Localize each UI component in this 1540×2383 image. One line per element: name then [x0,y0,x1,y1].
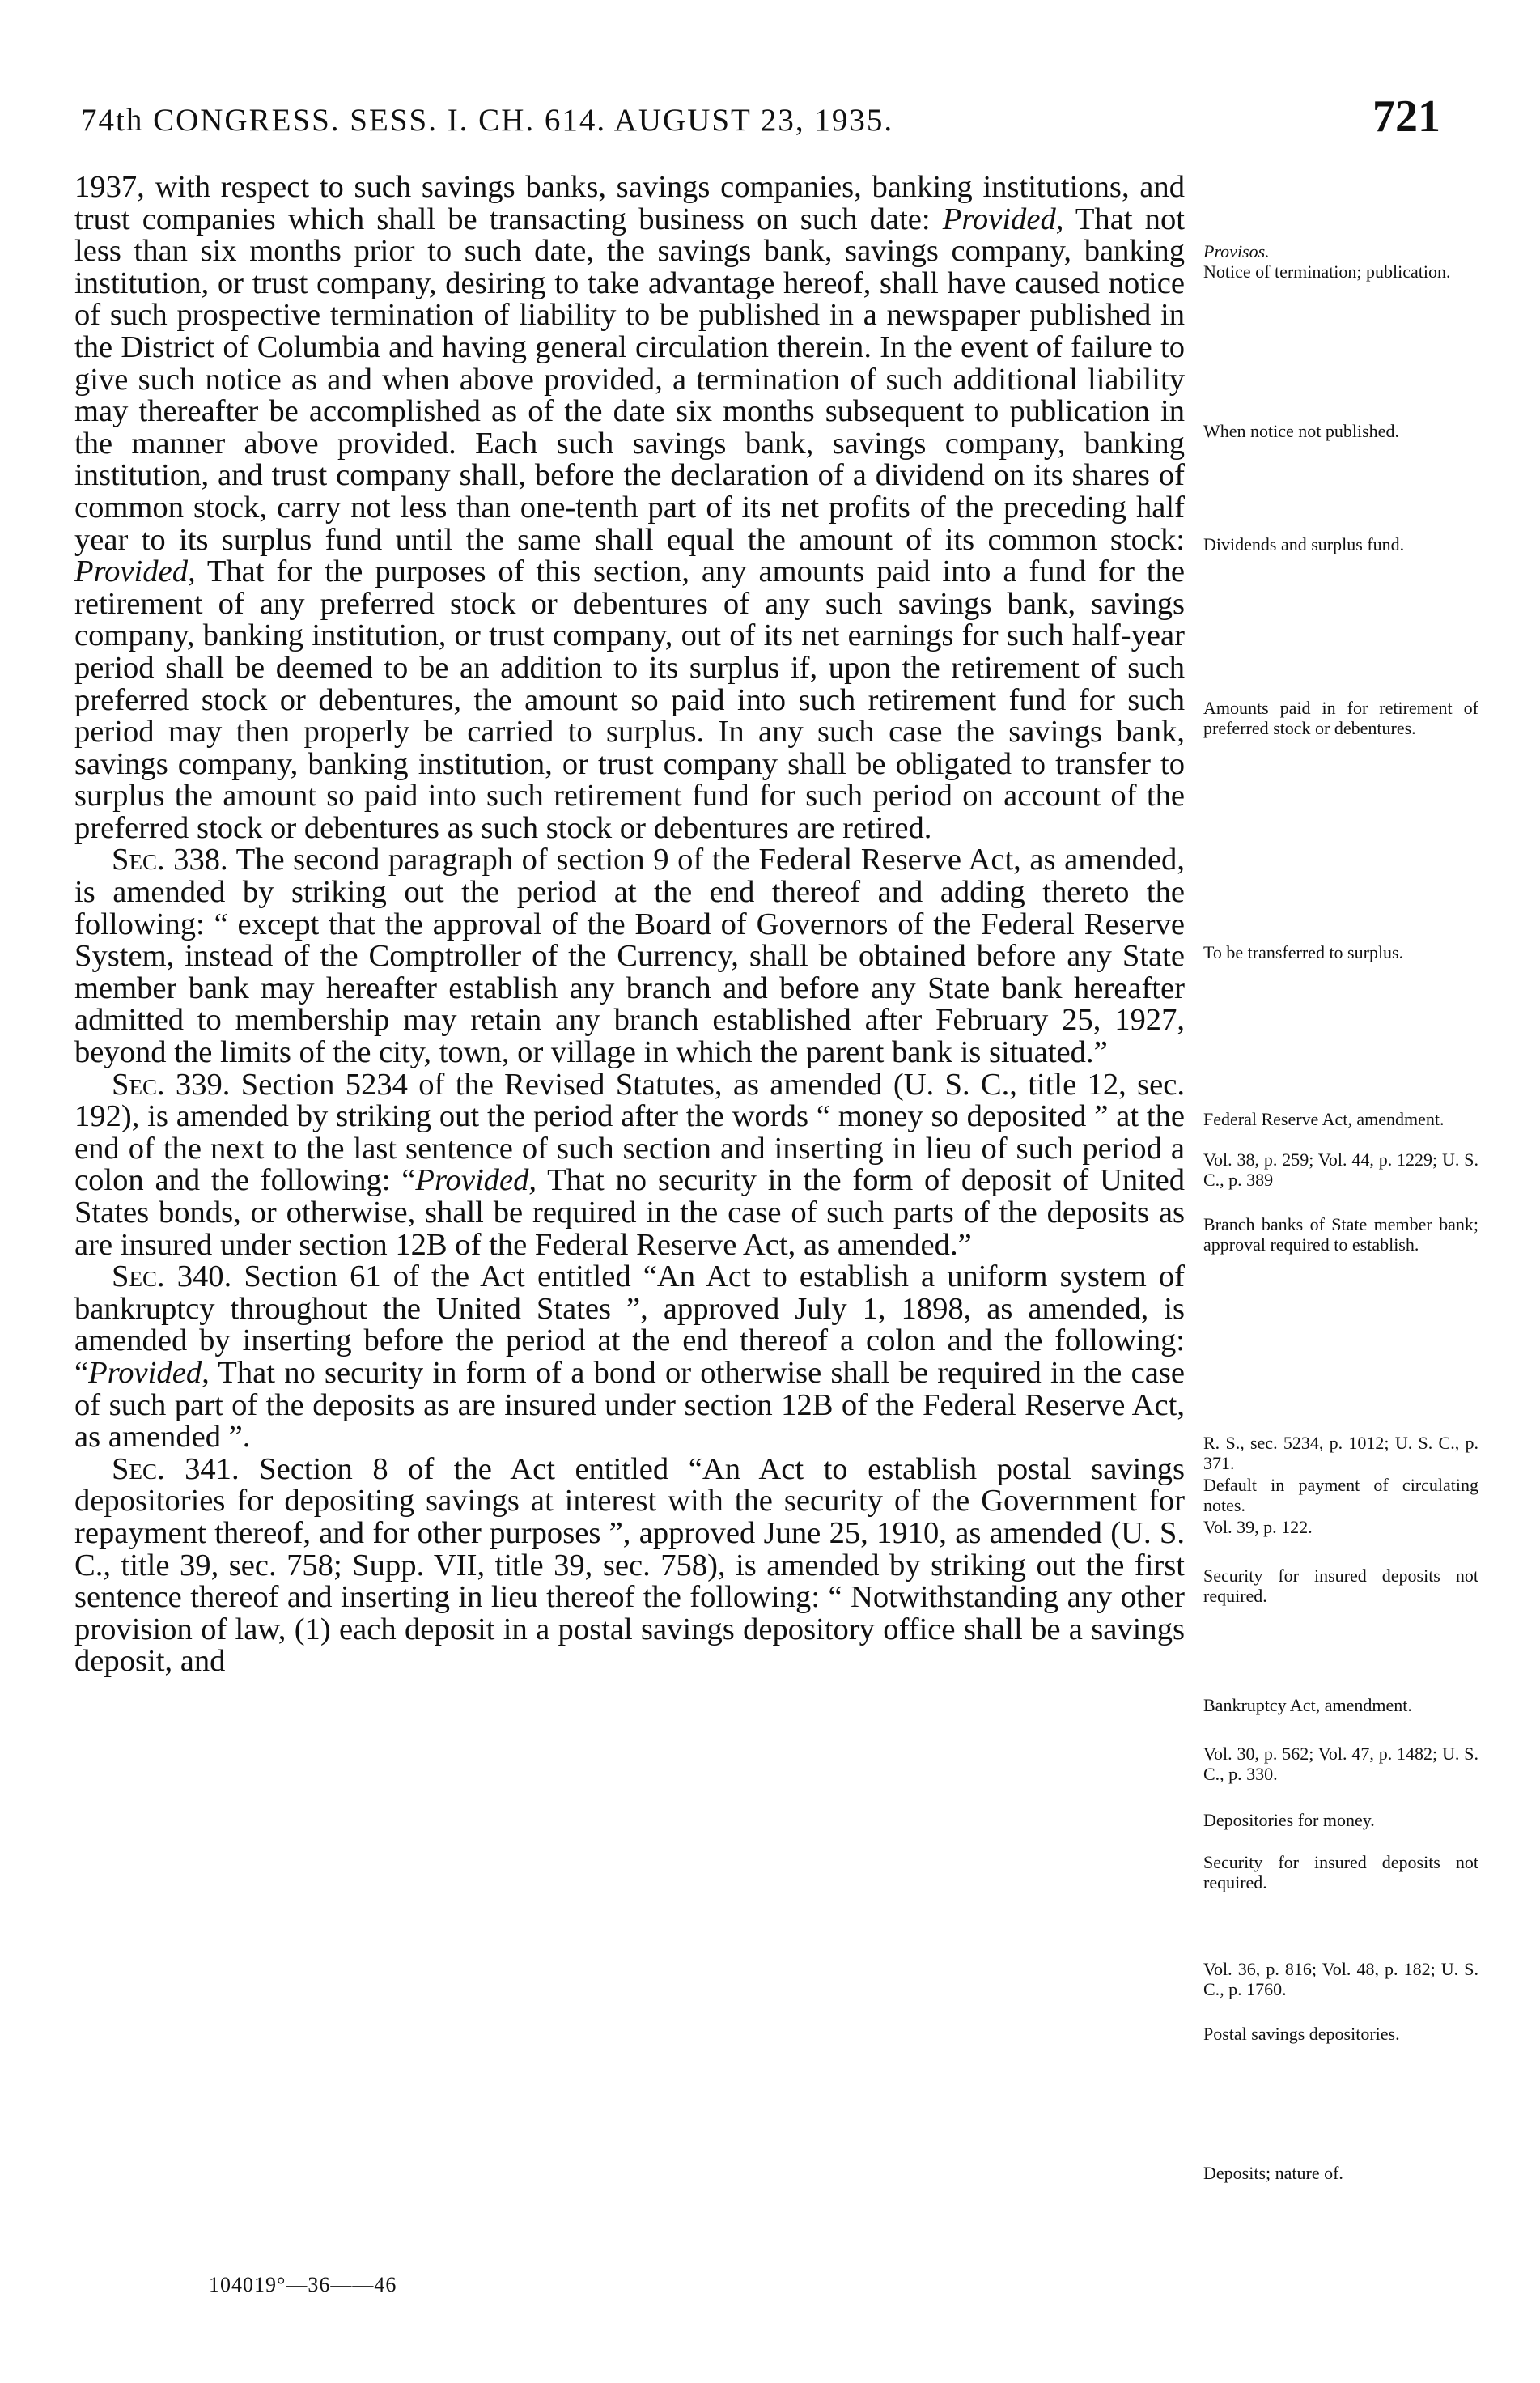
statute-body [74,172,1185,1678]
margin-note-postal-vol: Vol. 36, p. 816; Vol. 48, p. 182; U. S. C., p. 1760. [1203,1959,1478,1999]
provisos-label: Provisos. [1203,241,1270,261]
paragraph-continuation [74,172,1185,844]
section-339 [74,1069,1185,1262]
margin-note-vol39: Vol. 39, p. 122. [1203,1517,1313,1537]
section-text: That no security in form of a bond or otherwise shall be required in the case of such part of the deposits as are insured under section 12B of the Federal Reserve Act, as amended ”. [74,1355,1185,1455]
body-text: That for the purposes of this section, any amounts paid into a fund for the retirement of any preferred stock or debentures of any such savings bank, savings company, banking institution, or trust company, out of its net earnings for such half-year period shall be deemed to be an addition to its surplus if, upon the retirement of such preferred stock or debentures, the amount so paid into such retirement fund for such period may then properly be carried to surplus. In any such case the savings bank, savings company, banking institution, or trust company shall be obligated to transfer to surplus the amount so paid into such retirement fund for such period on account of the preferred stock or debentures as such stock or debentures are retired. [74,554,1185,845]
section-text: Section 8 of the Act entitled “An Act to establish postal savings depositories for depositing savings at interest with the security of the Government for repayment thereof, and for other purposes ”, approved June 25, 1910, as amended (U. S. C., title 39, sec. 758; Supp. VII, title 39, sec. 758), is amended by striking out the first sentence thereof and inserting in lieu thereof the following: “ Notwithstanding any other provision of law, (1) each deposit in a postal savings depository office shall be a savings deposit, and [74,1451,1185,1679]
section-text: The second paragraph of section 9 of the Federal Reserve Act, as amended, is amended by striking out the period at the end thereof and adding thereto the following: “ except that the approval of the Board of Governors of the Federal Reserve System, instead of the Comptroller of the Currency, shall be obtained before any State member bank may hereafter establish any branch and before any State bank hereafter admitted to membership may retain any branch established after February 25, 1927, beyond the limits of the city, town, or village in which the parent bank is situated.” [74,843,1185,1070]
body-text: That not less than six months prior to such date, the savings bank, savings company, banking institution, or trust company, desiring to take advantage hereof, shall have caused notice of such prospective termination of liability to be published in a newspaper published in the District of Columbia and having general circulation therein. In the event of failure to give such notice as and when above provided, a termination of such additional liability may thereafter be accomplished as of the date six months subsequent to publication in the manner above provided. Each such savings bank, savings company, banking institution, and trust company shall, before the declaration of a dividend on its shares of common stock, carry not less than one-tenth part of its net profits of the preceding half year to its surplus fund until the same shall equal the amount of its common stock: [74,202,1185,557]
margin-note-dividends: Dividends and surplus fund. [1203,534,1405,554]
running-head: 74th CONGRESS. SESS. I. CH. 614. AUGUST 23, 1935. [81,103,894,138]
page-header [81,91,1440,155]
margin-note-security-1: Security for insured deposits not required. [1203,1565,1478,1606]
proviso-term: Provided, [942,202,1064,236]
margin-note-provisos [1203,241,1478,282]
margin-note-security-2: Security for insured deposits not required. [1203,1852,1478,1892]
section-label: Sec. 338. [112,843,228,877]
section-text: Section 5234 of the Revised Statutes, as amended (U. S. C., title 12, sec. 192), is amended by striking out the period after the words “ money so deposited ” at the end of the next to the last sentence of such section and inserting in lieu of such period a colon and the following: “ [74,1067,1185,1198]
body-text: 1937, with respect to such savings banks, savings companies, banking institutions, and trust companies which shall be transacting business on such date: [74,170,1185,236]
margin-note-amounts-paid: Amounts paid in for retirement of preferred stock or debentures. [1203,698,1478,738]
margin-note-depositories: Depositories for money. [1203,1810,1375,1830]
margin-note-deposits-nature: Deposits; nature of. [1203,2163,1343,2183]
margin-note-default: Default in payment of circulating notes. [1203,1475,1478,1515]
proviso-term: Provided, [415,1163,537,1198]
section-340 [74,1261,1185,1454]
proviso-term: Provided, [74,554,196,589]
margin-note-text: Notice of termination; publication. [1203,261,1451,282]
section-label: Sec. 340. [112,1259,232,1294]
section-341 [74,1451,1185,1679]
proviso-term: Provided, [88,1355,210,1390]
margin-note-postal-savings: Postal savings depositories. [1203,2024,1400,2044]
margin-note-frb-vol: Vol. 38, p. 259; Vol. 44, p. 1229; U. S. C., p. 389 [1203,1149,1478,1190]
margin-note-rs-sec: R. S., sec. 5234, p. 1012; U. S. C., p. 371. [1203,1433,1478,1473]
page-number: 721 [1372,91,1440,142]
margin-note-bankruptcy: Bankruptcy Act, amendment. [1203,1695,1412,1715]
margin-note-frb-act: Federal Reserve Act, amendment. [1203,1109,1445,1129]
section-text: Section 61 of the Act entitled “An Act to establish a uniform system of bankruptcy throughout the United States ”, approved July 1, 1898, as amended, is amended by inserting before the period at the end thereof a colon and the following: “ [74,1259,1185,1390]
margin-note-branch-banks: Branch banks of State member bank; approval required to establish. [1203,1214,1478,1255]
footer-print-code: 104019°—36——46 [209,2273,397,2296]
section-label: Sec. 341. [112,1451,240,1486]
margin-note-to-be-transferred: To be transferred to surplus. [1203,942,1404,962]
section-label: Sec. 339. [112,1067,231,1102]
margin-note-when-notice: When notice not published. [1203,421,1399,441]
margin-note-bankruptcy-vol: Vol. 30, p. 562; Vol. 47, p. 1482; U. S. C., p. 330. [1203,1744,1478,1784]
section-text: That no security in the form of deposit of United States bonds, or otherwise, shall be required in the case of such parts of the deposits as are insured under section 12B of the Federal Reserve Act, as amended.” [74,1163,1185,1262]
section-338 [74,844,1185,1068]
